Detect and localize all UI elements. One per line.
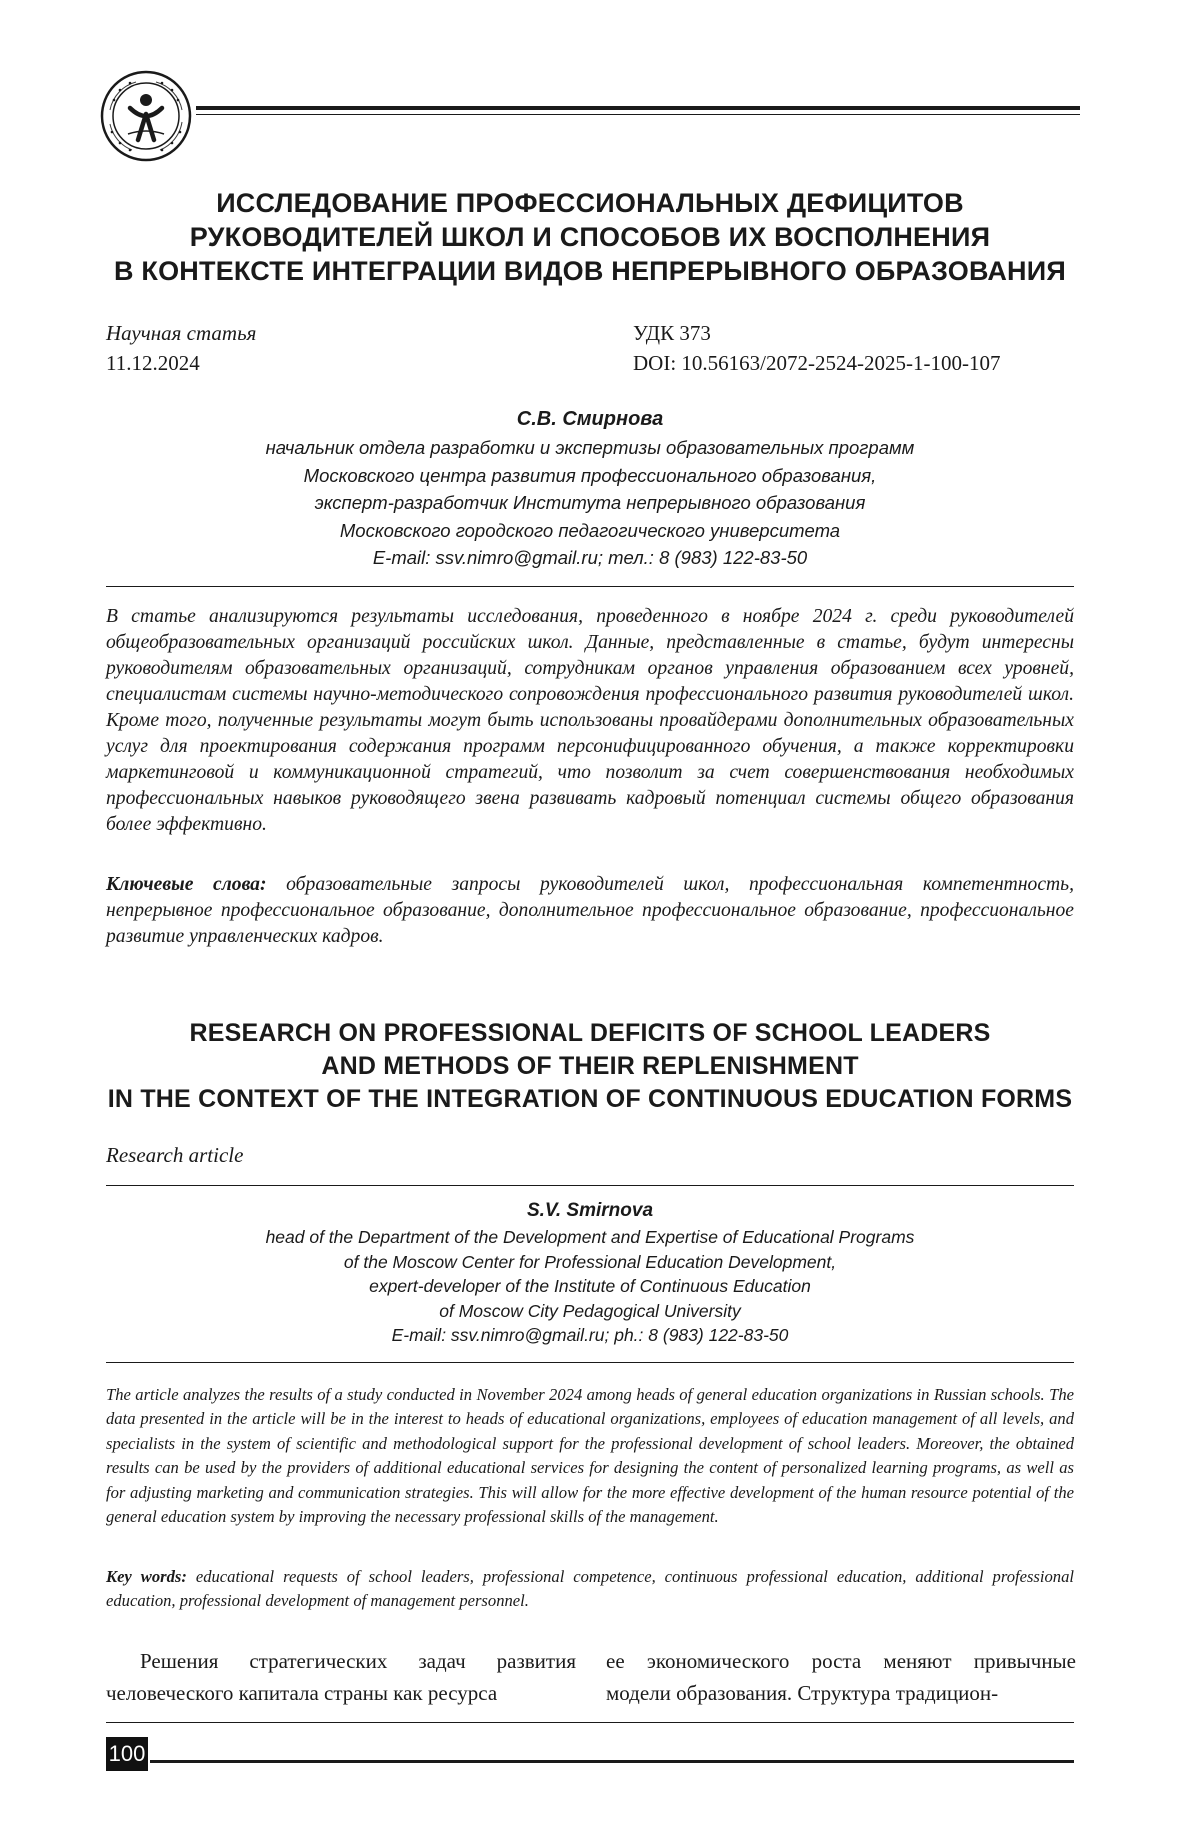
ru-keywords-text: образовательные запросы руководителей школ, профессиональная компетентность, непрерывное профессиональное образование, дополнительное профессиональное образование, профессиональное развитие управленческих кадров. [106,874,1074,947]
en-contact-line: E-mail: ssv.nimro@gmail.ru; ph.: 8 (983) 122-83-50 [391,1325,789,1345]
header-rule-thick [196,106,1080,110]
body-column-left: Решения стратегических задач развития человеческого капитала страны как ресурса [106,1649,576,1705]
en-affiliation-line: head of the Department of the Development and Expertise of Educational Programs [265,1227,915,1247]
en-article-title [100,1017,1080,1116]
ru-affiliation-line: начальник отдела разработки и экспертизы образовательных программ [265,437,915,458]
ru-title-line: ИССЛЕДОВАНИЕ ПРОФЕССИОНАЛЬНЫХ ДЕФИЦИТОВ [216,188,964,218]
en-divider-bottom [106,1362,1074,1363]
ru-affiliation-line: Московского городского педагогического университета [339,519,841,541]
ru-abstract: В статье анализируются результаты исследования, проведенного в ноябре 2024 г. среди руководителей общеобразовательных организаций российских школ. Данные, представленные в статье, будут интересны руководителям образовательных организаций, сотрудникам органов управления образованием всех уровней, специалистам системы научно-методического сопровождения профессионального развития руководителей школ. Кроме того, полученные результаты могут быть использованы провайдерами дополнительных образовательных услуг для проектирования содержания программ персонифицированного обучения, а также корректировки маркетинговой и коммуникационной стратегий, что позволит за счет совершенствования необходимых профессиональных навыков руководящего звена развивать кадровый потенциал системы общего образования более эффективно. [106,606,1074,835]
ru-meta-left [106,318,256,378]
en-abstract: The article analyzes the results of a study conducted in November 2024 among heads of general education organizations in Russian schools. The data presented in the article will be in the interest to heads of educational organizations, employees of education management of all levels, and specialists in the system of scientific and methodological support for the professional development of school leaders. Moreover, the obtained results can be used by the providers of additional educational services for designing the content of personalized learning programs, as well as for adjusting marketing and communication strategies. This will allow for the more effective development of the human resource potential of the general education system by improving the necessary professional skills of the management. [106,1385,1074,1527]
ru-title-line: В КОНТЕКСТЕ ИНТЕГРАЦИИ ВИДОВ НЕПРЕРЫВНОГО ОБРАЗОВАНИЯ [114,256,1066,286]
journal-emblem-icon [100,70,192,162]
en-keywords [106,1565,1074,1614]
en-title-line: AND METHODS OF THEIR REPLENISHMENT [321,1052,859,1080]
ru-keywords [106,872,1074,950]
ru-affiliation-line: Московского центра развития профессионального образования, [303,464,877,486]
en-affiliation-line: of the Moscow Center for Professional Education Development, [343,1251,837,1272]
header-rule-thin [196,114,1080,115]
ru-article-type: Научная статья [106,321,257,345]
en-divider-top [106,1185,1074,1186]
en-author-name: S.V. Smirnova [526,1200,654,1221]
en-article-type: Research article [106,1143,244,1167]
ru-udc: УДК 373 [633,321,711,345]
en-author-block [100,1197,1080,1348]
en-keywords-label: Key words: [106,1567,187,1586]
page-number: 100 [106,1737,148,1771]
footer-rule-thin [106,1722,1074,1723]
en-affiliation-line: of Moscow City Pedagogical University [439,1300,741,1321]
en-affiliation-line: expert-developer of the Institute of Continuous Education [369,1276,811,1296]
en-keywords-text: educational requests of school leaders, professional competence, continuous professional education, additional professional education, professional development of management personnel. [106,1567,1074,1611]
page-header [100,70,1080,160]
ru-affiliation-line: эксперт-разработчик Института непрерывного образования [314,492,866,513]
ru-title-line: РУКОВОДИТЕЛЕЙ ШКОЛ И СПОСОБОВ ИХ ВОСПОЛНЕНИЯ [189,222,991,252]
ru-meta-right [633,318,1000,378]
en-title-line: RESEARCH ON PROFESSIONAL DEFICITS OF SCHOOL LEADERS [189,1019,991,1047]
body-column-right: ее экономического роста меняют привычные модели образования. Структура традицион- [606,1649,1076,1705]
ru-keywords-label: Ключевые слова: [106,874,267,895]
ru-author-name: С.В. Смирнова [516,408,664,430]
ru-contact-line: E-mail: ssv.nimro@gmail.ru; тел.: 8 (983) 122-83-50 [372,547,808,568]
ru-date: 11.12.2024 [106,351,200,375]
footer-rule-thick [150,1760,1074,1763]
ru-article-title [100,186,1080,288]
ru-author-block [100,404,1080,572]
ru-doi: DOI: 10.56163/2072-2524-2025-1-100-107 [633,351,1001,375]
en-title-line: IN THE CONTEXT OF THE INTEGRATION OF CONTINUOUS EDUCATION FORMS [107,1085,1073,1113]
ru-divider [106,586,1074,587]
